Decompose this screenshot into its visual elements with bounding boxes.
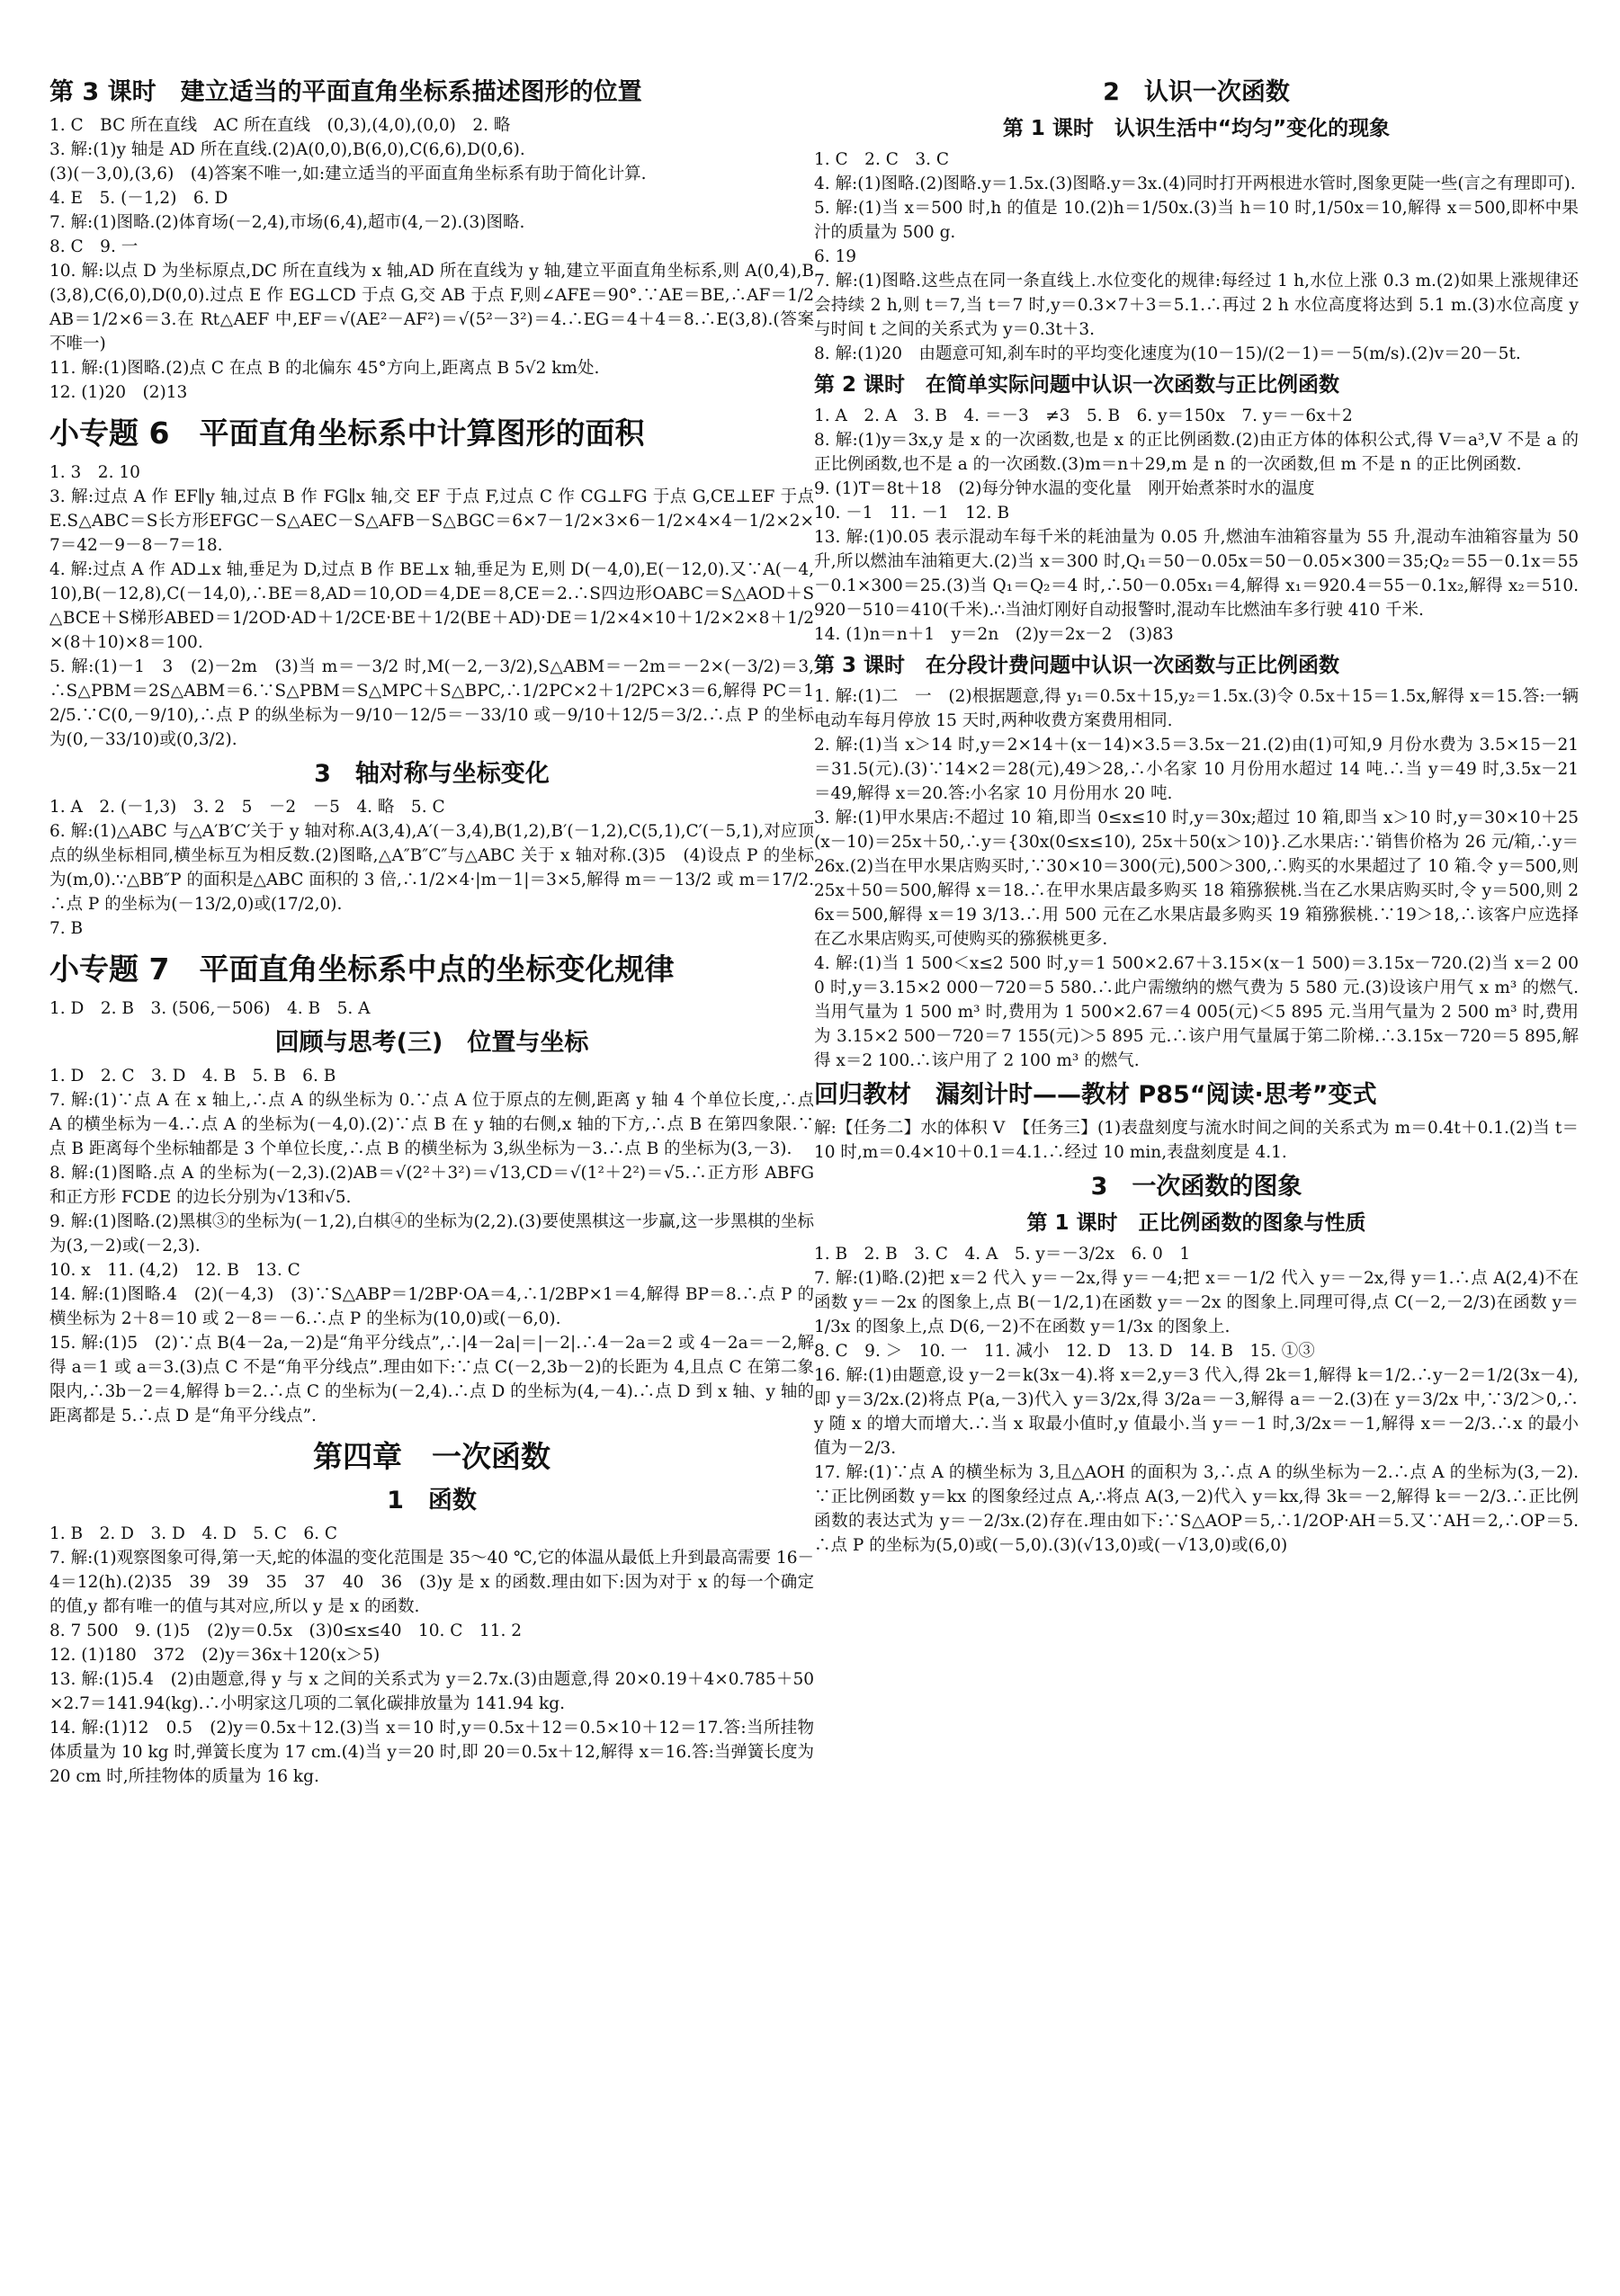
answer-line: 13. 解:(1)5.4 (2)由题意,得 y 与 x 之间的关系式为 y＝2.7x.(3)由题意,得 20×0.19＋4×0.785＋50×2.7＝141.94(kg).∴小明家这几项的二氧化碳排放量为 141.94 kg. <box>49 1670 814 1713</box>
left-column <box>49 70 814 1789</box>
answer-line: 14. (1)n＝n＋1 y＝2n (2)y＝2x－2 (3)83 <box>814 625 1174 644</box>
answer-line: 4. 解:(1)当 1 500＜x≤2 500 时,y＝1 500×2.67＋3.15×(x－1 500)＝3.15x－720.(2)当 x＝2 000 时,y＝3.15×2 000－720＝5 580.∴此户需缴纳的燃气费为 5 580 元.(3)设该户用气 x m³ 的燃气.当用气量为 1 500 m³ 时,费用为 1 500×2.67＝4 005(元)＜5 895 元.当用气量为 2 500 m³ 时,费用为 3.15×2 500－720＝7 155(元)＞5 895 元.∴该户用气量属于第二阶梯.∴3.15x－720＝5 895,解得 x＝2 100.∴该户用了 2 100 m³ 的燃气. <box>814 954 1579 1070</box>
answer-line: 16. 解:(1)由题意,设 y－2＝k(3x－4).将 x＝2,y＝3 代入,得 2k＝1,解得 k＝1/2.∴y－2＝1/2(3x－4),即 y＝3/2x.(2)将点 P(a,－3)代入 y＝3/2x,得 3/2a＝－3,解得 a＝－2.(3)在 y＝3/2x 中,∵3/2＞0,∴y 随 x 的增大而增大.∴当 x 取最小值时,y 值最小.当 y＝－1 时,3/2x＝－1,解得 x＝－2/3.∴x 的最小值为－2/3. <box>814 1366 1579 1458</box>
answer-line: 5. 解:(1)－1 3 (2)－2m (3)当 m＝－3/2 时,M(－2,－3/2),S△ABM＝－2m＝－2×(－3/2)＝3,∴S△PBM＝2S△ABM＝6.∵S△PBM＝S△MPC＋S△BPC,∴1/2PC×2＋1/2PC×3＝6,解得 PC＝12/5.∵C(0,－9/10),∴点 P 的纵坐标为－9/10－12/5＝－33/10 或－9/10＋12/5＝3/2.∴点 P 的坐标为(0,－33/10)或(0,3/2). <box>49 657 814 749</box>
answer-line: 8. 解:(1)20 由题意可知,刹车时的平均变化速度为(10－15)/(2－1)＝－5(m/s).(2)v＝20－5t. <box>814 344 1521 363</box>
answer-line: 6. 解:(1)△ABC 与△A′B′C′关于 y 轴对称.A(3,4),A′(－3,4),B(1,2),B′(－1,2),C(5,1),C′(－5,1),对应顶点的纵坐标相同,横坐标互为相反数.(2)图略,△A″B″C″与△ABC 关于 x 轴对称.(3)5 (4)设点 P 的坐标为(m,0).∵△BB″P 的面积是△ABC 面积的 3 倍,∴1/2×4·|m－1|＝3×5,解得 m＝－13/2 或 m＝17/2.∴点 P 的坐标为(－13/2,0)或(17/2,0). <box>49 822 814 914</box>
answer-line: 解:【任务二】水的体积 V 【任务三】(1)表盘刻度与流水时间之间的关系式为 m＝0.4t＋0.1.(2)当 t＝10 时,m＝0.4×10＋0.1＝4.1.∴经过 10 min,表盘刻度是 4.1. <box>814 1119 1579 1162</box>
answer-line: 7. 解:(1)∵点 A 在 x 轴上,∴点 A 的纵坐标为 0.∵点 A 位于原点的左侧,距离 y 轴 4 个单位长度,∴点 A 的横坐标为－4.∴点 A 的坐标为(－4,0).(2)∵点 B 在 y 轴的右侧,x 轴的下方,∴点 B 在第四象限.∵点 B 距离每个坐标轴都是 3 个单位长度,∴点 B 的横坐标为 3,纵坐标为－3.∴点 B 的坐标为(3,－3). <box>49 1091 814 1158</box>
answer-line: 10. x 11. (4,2) 12. B 13. C <box>49 1261 300 1280</box>
answer-line: 1. 解:(1)二 一 (2)根据题意,得 y₁＝0.5x＋15,y₂＝1.5x.(3)令 0.5x＋15＝1.5x,解得 x＝15.答:一辆电动车每月停放 15 天时,两种收费方案费用相同. <box>814 687 1579 730</box>
answer-line: 1. C BC 所在直线 AC 所在直线 (0,3),(4,0),(0,0) 2. 略 <box>49 116 511 135</box>
answer-line: 1. 3 2. 10 <box>49 463 140 482</box>
section-heading: 3 一次函数的图象 <box>1090 1173 1302 1201</box>
answer-line: 10. 解:以点 D 为坐标原点,DC 所在直线为 x 轴,AD 所在直线为 y 轴,建立平面直角坐标系,则 A(0,4),B(3,8),C(6,0),D(0,0).过点 E 作 EG⊥CD 于点 G,交 AB 于点 F,则∠AFE＝90°.∵AE＝BE,∴AF＝1/2AB＝1/2×6＝3.在 Rt△AEF 中,EF＝√(AE²－AF²)＝√(5²－3²)＝4.∴EG＝4＋4＝8.∴E(3,8).(答案不唯一) <box>49 262 814 353</box>
section-heading: 小专题 7 平面直角坐标系中点的坐标变化规律 <box>49 951 675 987</box>
answer-line: 3. 解:(1)y 轴是 AD 所在直线.(2)A(0,0),B(6,0),C(6,6),D(0,6). <box>49 140 525 159</box>
section-heading: 小专题 6 平面直角坐标系中计算图形的面积 <box>49 415 645 451</box>
answer-line: 1. B 2. B 3. C 4. A 5. y＝－3/2x 6. 0 1 <box>814 1245 1191 1264</box>
answer-line: 1. D 2. C 3. D 4. B 5. B 6. B <box>49 1067 336 1085</box>
section-heading: 第 1 课时 认识生活中“均匀”变化的现象 <box>1002 117 1391 140</box>
answer-line: 8. 解:(1)图略.点 A 的坐标为(－2,3).(2)AB＝√(2²＋3²)＝√13,CD＝√(1²＋2²)＝√5.∴正方形 ABFG 和正方形 FCDE 的边长分别为√13和√5. <box>49 1164 814 1207</box>
section-heading: 第 1 课时 正比例函数的图象与性质 <box>1026 1211 1366 1235</box>
answer-line: 3. 解:过点 A 作 EF∥y 轴,过点 B 作 FG∥x 轴,交 EF 于点 F,过点 C 作 CG⊥FG 于点 G,CE⊥EF 于点 E.S△ABC＝S长方形EFGC－S△AEC－S△AFB－S△BGC＝6×7－1/2×3×6－1/2×4×4－1/2×2×7＝42－9－8－7＝18. <box>49 487 814 555</box>
section-heading: 回顾与思考(三) 位置与坐标 <box>274 1029 589 1057</box>
answer-line: 6. 19 <box>814 247 857 266</box>
section-heading: 2 认识一次函数 <box>1103 78 1290 106</box>
answer-line: 17. 解:(1)∵点 A 的横坐标为 3,且△AOH 的面积为 3,∴点 A 的纵坐标为－2.∴点 A 的坐标为(3,－2).∵正比例函数 y＝kx 的图象经过点 A,∴将点 A(3,－2)代入 y＝kx,得 3k＝－2,解得 k＝－2/3.∴正比例函数的表达式为 y＝－2/3x.(2)存在.理由如下:∵S△AOP＝5,∴1/2OP·AH＝5.又∵AH＝2,∴OP＝5.∴点 P 的坐标为(5,0)或(－5,0).(3)(√13,0)或(－√13,0)或(6,0) <box>814 1463 1579 1555</box>
answer-line: 4. 解:(1)图略.(2)图略.y＝1.5x.(3)图略.y＝3x.(4)同时打开两根进水管时,图象更陡一些(言之有理即可). <box>814 174 1576 193</box>
answer-line: 8. C 9. 一 <box>49 237 139 256</box>
answer-line: 12. (1)180 372 (2)y＝36x＋120(x＞5) <box>49 1646 380 1665</box>
answer-line: 5. 解:(1)当 x＝500 时,h 的值是 10.(2)h＝1/50x.(3)当 h＝10 时,1/50x＝10,解得 x＝500,即杯中果汁的质量为 500 g. <box>814 199 1579 242</box>
answer-line: 8. 解:(1)y＝3x,y 是 x 的一次函数,也是 x 的正比例函数.(2)由正方体的体积公式,得 V＝a³,V 不是 a 的正比例函数,也不是 a 的一次函数.(3)m＝n＋29,m 是 n 的一次函数,但 m 不是 n 的正比例函数. <box>814 431 1579 474</box>
answer-line: 3. 解:(1)甲水果店:不超过 10 箱,即当 0≤x≤10 时,y＝30x;超过 10 箱,即当 x＞10 时,y＝30×10＋25(x－10)＝25x＋50,∴y＝{30x(0≤x≤10), 25x＋50(x＞10)}.乙水果店:∵销售价格为 26 元/箱,∴y＝26x.(2)当在甲水果店购买时,∵30×10＝300(元),500＞300,∴购买的水果超过了 10 箱.令 y＝500,则 25x＋50＝500,解得 x＝18.∴在甲水果店最多购买 18 箱猕猴桃.当在乙水果店购买时,令 y＝500,则 26x＝500,解得 x＝19 3/13.∴用 500 元在乙水果店最多购买 19 箱猕猴桃.∵19＞18,∴该客户应选择在乙水果店购买,可使购买的猕猴桃更多. <box>814 809 1579 949</box>
answer-line: 7. 解:(1)图略.这些点在同一条直线上.水位变化的规律:每经过 1 h,水位上涨 0.3 m.(2)如果上涨规律还会持续 2 h,则 t＝7,当 t＝7 时,y＝0.3×7＋3＝5.1.∴再过 2 h 水位高度将达到 5.1 m.(3)水位高度 y 与时间 t 之间的关系式为 y＝0.3t＋3. <box>814 272 1579 339</box>
answer-line: 4. E 5. (－1,2) 6. D <box>49 189 228 208</box>
answer-line: 7. 解:(1)观察图象可得,第一天,蛇的体温的变化范围是 35～40 ℃,它的体温从最低上升到最高需要 16－4＝12(h).(2)35 39 39 35 37 40 36 (3)y 是 x 的函数.理由如下:因为对于 x 的每一个确定的值,y 都有唯一的值与其对应,所以 y 是 x 的函数. <box>49 1549 814 1616</box>
section-heading: 1 函数 <box>387 1487 477 1514</box>
section-heading: 第 2 课时 在简单实际问题中认识一次函数与正比例函数 <box>814 373 1340 397</box>
answer-line: 2. 解:(1)当 x＞14 时,y＝2×14＋(x－14)×3.5＝3.5x－21.(2)由(1)可知,9 月份水费为 3.5×15－21＝31.5(元).(3)∵14×2＝28(元),49＞28,∴小名家 10 月份用水超过 14 吨.∴当 y＝49 时,3.5x－21＝49,解得 x＝20.答:小名家 10 月份用水 20 吨. <box>814 736 1579 803</box>
answer-line: 12. (1)20 (2)13 <box>49 383 188 402</box>
right-column <box>814 70 1579 1558</box>
answer-line: 8. 7 500 9. (1)5 (2)y＝0.5x (3)0≤x≤40 10. C 11. 2 <box>49 1621 522 1640</box>
answer-line: 1. A 2. (－1,3) 3. 2 5 －2 －5 4. 略 5. C <box>49 798 445 817</box>
answer-line: 4. 解:过点 A 作 AD⊥x 轴,垂足为 D,过点 B 作 BE⊥x 轴,垂足为 E,则 D(－4,0),E(－12,0).又∵A(－4,10),B(－12,8),C(－14,0),∴BE＝8,AD＝10,OD＝4,DE＝8,CE＝2.∴S四边形OABC＝S△AOD＋S△BCE＋S梯形ABED＝1/2OD·AD＋1/2CE·BE＋1/2(BE＋AD)·DE＝1/2×4×10＋1/2×2×8＋1/2×(8＋10)×8＝100. <box>49 560 814 652</box>
answer-line: 1. C 2. C 3. C <box>814 150 950 169</box>
answer-line: 1. D 2. B 3. (506,－506) 4. B 5. A <box>49 999 371 1018</box>
answer-line: 9. 解:(1)图略.(2)黑棋③的坐标为(－1,2),白棋④的坐标为(2,2).(3)要使黑棋这一步赢,这一步黑棋的坐标为(3,－2)或(－2,3). <box>49 1212 814 1255</box>
answer-line: 7. 解:(1)图略.(2)体育场(－2,4),市场(6,4),超市(4,－2).(3)图略. <box>49 213 525 232</box>
answer-line: (3)(－3,0),(3,6) (4)答案不唯一,如:建立适当的平面直角坐标系有助于简化计算. <box>49 165 647 183</box>
section-heading: 第 3 课时 建立适当的平面直角坐标系描述图形的位置 <box>49 78 642 106</box>
answer-line: 9. (1)T＝8t＋18 (2)每分钟水温的变化量 刚开始煮茶时水的温度 <box>814 479 1315 498</box>
answer-line: 7. 解:(1)略.(2)把 x＝2 代入 y＝－2x,得 y＝－4;把 x＝－1/2 代入 y＝－2x,得 y＝1.∴点 A(2,4)不在函数 y＝－2x 的图象上,点 B(－1/2,1)在函数 y＝－2x 的图象上.同理可得,点 C(－2,－2/3)在函数 y＝1/3x 的图象上,点 D(6,－2)不在函数 y＝1/3x 的图象上. <box>814 1269 1579 1336</box>
answer-line: 11. 解:(1)图略.(2)点 C 在点 B 的北偏东 45°方向上,距离点 B 5√2 km处. <box>49 359 600 378</box>
answer-line: 8. C 9. ＞ 10. 一 11. 减小 12. D 13. D 14. B 15. ①③ <box>814 1342 1315 1361</box>
section-heading: 回归教材 漏刻计时——教材 P85“阅读·思考”变式 <box>814 1081 1377 1109</box>
section-heading: 第 3 课时 在分段计费问题中认识一次函数与正比例函数 <box>814 654 1340 677</box>
answer-line: 1. B 2. D 3. D 4. D 5. C 6. C <box>49 1524 338 1543</box>
section-heading: 第四章 一次函数 <box>313 1439 550 1474</box>
answer-line: 15. 解:(1)5 (2)∵点 B(4－2a,－2)是“角平分线点”,∴|4－2a|＝|－2|.∴4－2a＝2 或 4－2a＝－2,解得 a＝1 或 a＝3.(3)点 C 不是“角平分线点”.理由如下:∵点 C(－2,3b－2)的长距为 4,且点 C 在第二象限内,∴3b－2＝4,解得 b＝2.∴点 C 的坐标为(－2,4).∴点 D 的坐标为(4,－4).∴点 D 到 x 轴、y 轴的距离都是 5.∴点 D 是“角平分线点”. <box>49 1334 814 1425</box>
answer-line: 14. 解:(1)图略.4 (2)(－4,3) (3)∵S△ABP＝1/2BP·OA＝4,∴1/2BP×1＝4,解得 BP＝8.∴点 P 的横坐标为 2＋8＝10 或 2－8＝－6.∴点 P 的坐标为(10,0)或(－6,0). <box>49 1285 814 1328</box>
answer-line: 7. B <box>49 919 84 938</box>
section-heading: 3 轴对称与坐标变化 <box>314 760 550 788</box>
answer-line: 1. A 2. A 3. B 4. ＝－3 ≠3 5. B 6. y＝150x 7. y＝－6x＋2 <box>814 406 1353 425</box>
answer-line: 14. 解:(1)12 0.5 (2)y＝0.5x＋12.(3)当 x＝10 时,y＝0.5x＋12＝0.5×10＋12＝17.答:当所挂物体质量为 10 kg 时,弹簧长度为 17 cm.(4)当 y＝20 时,即 20＝0.5x＋12,解得 x＝16.答:当弹簧长度为 20 cm 时,所挂物体的质量为 16 kg. <box>49 1719 814 1786</box>
answer-line: 10. －1 11. －1 12. B <box>814 504 1010 523</box>
answer-line: 13. 解:(1)0.05 表示混动车每千米的耗油量为 0.05 升,燃油车油箱容量为 55 升,混动车油箱容量为 50 升,所以燃油车油箱更大.(2)当 x＝300 时,Q₁＝50－0.05x＝50－0.05×300＝35;Q₂＝55－0.1x＝55－0.1×300＝25.(3)当 Q₁＝Q₂＝4 时,∴50－0.05x₁＝4,解得 x₁＝920.4＝55－0.1x₂,解得 x₂＝510.920－510＝410(千米).∴当油灯刚好自动报警时,混动车比燃油车多行驶 410 千米. <box>814 528 1579 620</box>
